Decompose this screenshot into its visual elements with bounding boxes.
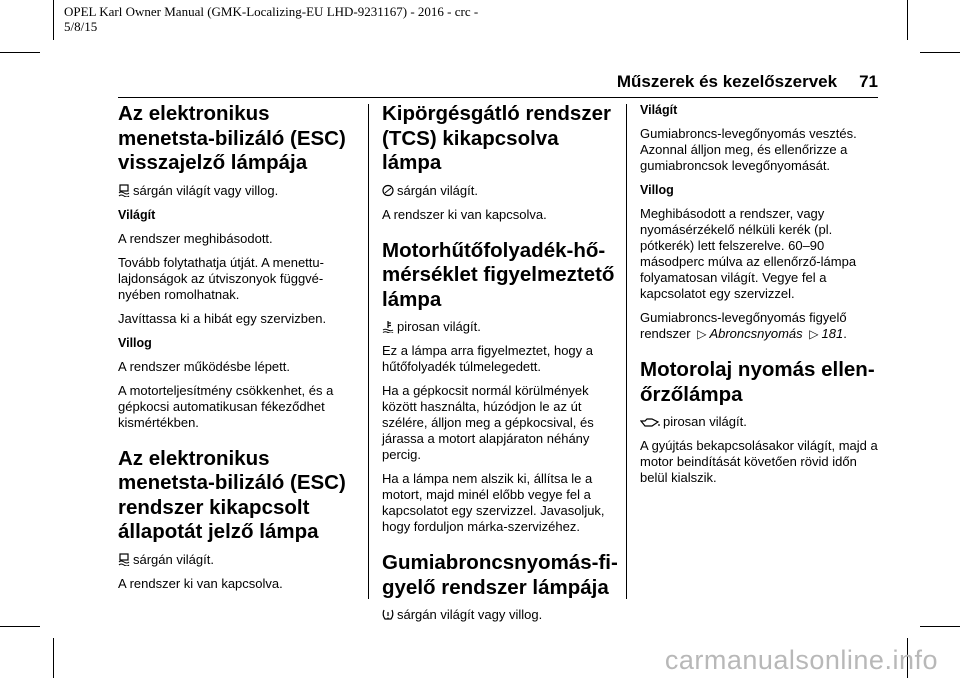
tpms-sub-flash: Villog — [640, 183, 674, 197]
esc-off-icon — [118, 553, 130, 566]
coolant-status-text: pirosan világít. — [397, 319, 481, 334]
esc-off-heading: Az elektronikus menetsta-bilizáló (ESC) rendszer kikapcsolt állapotát jelző lámpa — [118, 446, 346, 543]
oil-can-icon — [640, 416, 660, 428]
header-rule — [118, 97, 878, 98]
oil-heading: Motorolaj nyomás ellen-őrzőlámpa — [640, 358, 875, 406]
tpms-status-text: sárgán világít vagy villog. — [397, 607, 543, 622]
running-header — [560, 72, 878, 92]
tpms-para-1: Gumiabroncs-levegőnyomás vesztés. Azonnal álljon meg, és ellenőrizze a gumiabroncsok levegőnyomását. — [640, 126, 857, 173]
oil-status-text: pirosan világít. — [663, 414, 747, 429]
esc-sub-lit: Világít — [118, 207, 156, 222]
tire-pressure-icon — [382, 608, 394, 621]
page-number: 71 — [859, 72, 878, 91]
arrow-ref-icon: ▷ — [697, 327, 707, 341]
coolant-para-3: Ha a lámpa nem alszik ki, állítsa le a motort, majd minél előbb vegye fel a kapcsolatot egy szervizzel. Javasoljuk, hogy forduljon márka-szervizéhez. — [382, 471, 605, 534]
column-3 — [640, 102, 880, 494]
print-meta — [64, 4, 478, 34]
esc-status-text: sárgán világít vagy villog. — [133, 182, 279, 198]
tcs-heading: Kipörgésgátló rendszer (TCS) kikapcsolva lámpa — [382, 102, 611, 174]
coolant-status — [382, 319, 618, 335]
esc-off-para-1: A rendszer ki van kapcsolva. — [118, 575, 283, 591]
tpms-heading: Gumiabroncsnyomás-fi-gyelő rendszer lámpája — [382, 551, 618, 599]
print-meta-line2: 5/8/15 — [64, 19, 98, 34]
crop-mark — [920, 52, 960, 53]
esc-para-1: A rendszer meghibásodott. — [118, 230, 273, 246]
tpms-para-2: Meghibásodott a rendszer, vagy nyomásérzékelő nélküli kerék (pl. pótkerék) lett felszerelve. 60–90 másodperc múlva az ellenőrző-lámpa folyamatosan világít. Vegye fel a kapcsolatot egy szervizzel. — [640, 206, 857, 301]
cross-reference-page[interactable]: 181 — [821, 326, 844, 341]
column-divider — [368, 104, 369, 599]
crop-mark — [53, 0, 54, 40]
column-1 — [118, 102, 360, 600]
tcs-icon — [382, 184, 394, 197]
oil-status — [640, 414, 880, 430]
esc-off-status — [118, 552, 360, 568]
tpms-status — [382, 607, 618, 623]
column-2 — [382, 102, 618, 631]
crop-mark — [907, 0, 908, 40]
esc-icon — [118, 184, 130, 197]
print-meta-line1: OPEL Karl Owner Manual (GMK-Localizing-EU LHD-9231167) - 2016 - crc - — [64, 4, 479, 19]
esc-para-4: A rendszer működésbe lépett. — [118, 358, 290, 374]
esc-para-2: Tovább folytathatja útját. A menettu-lajdonságok az útviszonyok függvé-nyében romolhatnak. — [118, 254, 324, 302]
watermark: carmanualsonline.info — [664, 645, 938, 675]
tcs-status — [382, 183, 618, 199]
arrow-ref-icon: ▷ — [809, 327, 819, 341]
esc-heading: Az elektronikus menetsta-bilizáló (ESC) visszajelző lámpája — [118, 102, 346, 174]
coolant-temp-icon — [382, 320, 394, 333]
tcs-para-1: A rendszer ki van kapcsolva. — [382, 206, 547, 222]
coolant-para-1: Ez a lámpa arra figyelmeztet, hogy a hűtőfolyadék túlmelegedett. — [382, 343, 593, 374]
esc-off-status-text: sárgán világít. — [133, 551, 214, 567]
crop-mark — [0, 52, 40, 53]
tpms-para-3: Gumiabroncs-levegőnyomás figyelő rendszer ▷ Abroncsnyomás ▷ 181. — [640, 310, 847, 341]
oil-para-1: A gyújtás bekapcsolásakor világít, majd a motor beindítását követően rövid időn belül kialszik. — [640, 438, 878, 485]
column-divider — [626, 104, 627, 599]
cross-reference-link[interactable]: Abroncsnyomás — [709, 326, 803, 341]
esc-para-3: Javíttassa ki a hibát egy szervizben. — [118, 310, 327, 326]
crop-mark — [53, 638, 54, 678]
coolant-heading: Motorhűtőfolyadék-hő-mérséklet figyelmeztető lámpa — [382, 238, 615, 311]
tpms-para-3-text: Gumiabroncs-levegőnyomás figyelő rendszer — [640, 310, 847, 341]
coolant-para-2: Ha a gépkocsit normál körülmények között használta, húzódjon le az út szélére, álljon meg a gépkocsival, és járassa a motort alapjáraton néhány percig. — [382, 383, 594, 462]
section-title: Műszerek és kezelőszervek — [616, 72, 838, 91]
esc-status — [118, 183, 360, 199]
tpms-sub-lit: Világít — [640, 103, 678, 117]
crop-mark — [0, 626, 40, 627]
tcs-status-text: sárgán világít. — [397, 182, 478, 198]
crop-mark — [920, 626, 960, 627]
esc-para-5: A motorteljesítmény csökkenhet, és a gépkocsi automatikusan fékeződhet kismértékben. — [118, 382, 334, 430]
esc-sub-flash: Villog — [118, 335, 152, 350]
